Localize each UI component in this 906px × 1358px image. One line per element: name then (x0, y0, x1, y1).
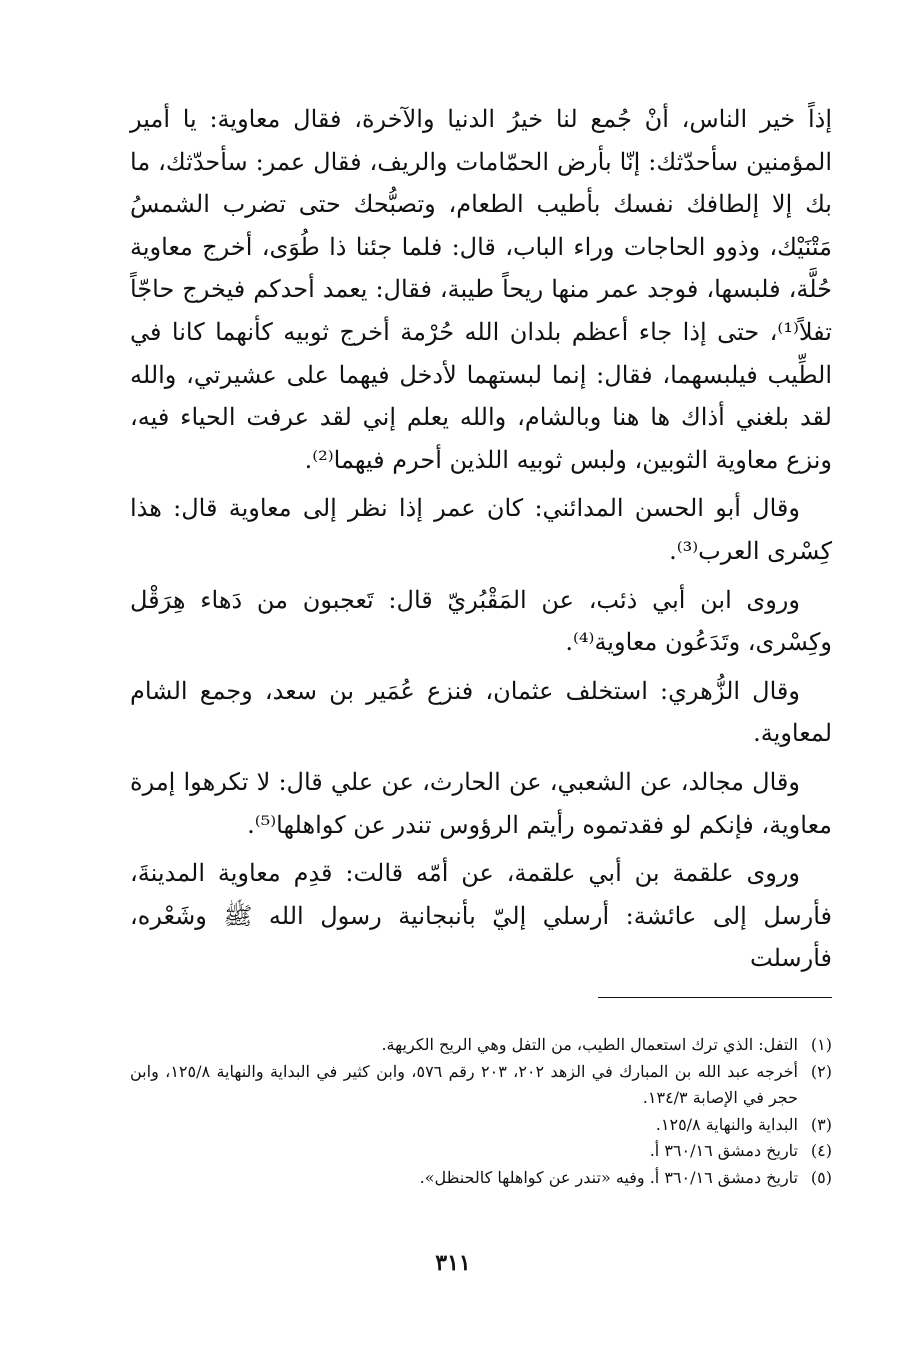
main-text-block (130, 98, 832, 980)
footnote-divider (598, 997, 832, 998)
paragraph-6: وروى علقمة بن أبي علقمة، عن أمّه قالت: قدِم معاوية المدينةَ، فأرسل إلى عائشة: أرسلي إليّ بأنبجانية رسول الله ﷺ وشَعْره، فأرسلت (130, 859, 832, 973)
page-number: ٣١١ (435, 1250, 471, 1276)
footnote-number: (٥) (810, 1167, 832, 1187)
paragraph-4: وقال الزُّهري: استخلف عثمان، فنزع عُمَير بن سعد، وجمع الشام لمعاوية. (130, 676, 832, 748)
footnote-text: البداية والنهاية ١٢٥/٨. (655, 1114, 798, 1134)
footnote-item (130, 1112, 832, 1139)
footnotes (130, 1032, 832, 1191)
footnote-text: تاريخ دمشق ٣٦٠/١٦ أ. وفيه «تندر عن كواهلها كالحنظل». (419, 1167, 798, 1187)
footnote-number: (١) (810, 1035, 832, 1054)
footnote-number: (٤) (810, 1141, 832, 1160)
footnote-text: أخرجه عبد الله بن المبارك في الزهد ٢٠٢، ٢٠٣ رقم ٥٧٦، وابن كثير في البداية والنهاية ١٢٥/٨، وابن حجر في الإصابة ١٣٤/٣. (130, 1061, 799, 1107)
body-text (130, 98, 832, 980)
paragraph-5: وقال مجالد، عن الشعبي، عن الحارث، عن علي قال: لا تكرهوا إمرة معاوية، فإنكم لو فقدتموه رأيتم الرؤوس تندر عن كواهلها⁽⁵⁾. (130, 767, 832, 839)
paragraph-2: وقال أبو الحسن المدائني: كان عمر إذا نظر إلى معاوية قال: هذا كِسْرى العرب⁽³⁾. (130, 494, 832, 565)
paragraph-3: وروى ابن أبي ذئب، عن المَقْبُريّ قال: تَعجبون من دَهاء هِرَقْل وكِسْرى، وتَدَعُون معاوية⁽⁴⁾. (130, 585, 832, 657)
footnote-item (130, 1138, 832, 1165)
footnote-item (130, 1032, 832, 1059)
footnote-text: تاريخ دمشق ٣٦٠/١٦ أ. (649, 1141, 798, 1160)
footnote-number: (٢) (810, 1061, 832, 1081)
footnote-item (130, 1059, 832, 1112)
paragraph-1: إذاً خير الناس، أنْ جُمع لنا خيرُ الدنيا والآخرة، فقال معاوية: يا أمير المؤمنين سأحدّثك: إنّا بأرض الحمّامات والريف، فقال عمر: سأحدّثك، ما بك إلا إلطافك نفسك بأطيب الطعام، وتصبُّحك حتى تضرب الشمسُ مَتْنَيْك، وذوو الحاجات وراء الباب، قال: فلما جئنا ذا طُوَى، أخرج معاوية حُلَّة، فلبسها، فوجد عمر منها ريحاً طيبة، فقال: يعمد أحدكم فيخرج حاجّاً تفلاً⁽¹⁾، حتى إذا جاء أعظم بلدان الله حُرْمة أخرج ثوبيه كأنهما كانا في الطِّيب فيلبسهما، فقال: إنما لبستهما لأدخل فيهما على عشيرتي، والله لقد بلغني أذاك ها هنا وبالشام، والله يعلم إني لقد عرفت الحياء فيه، ونزع معاوية الثوبين، ولبس ثوبيه اللذين أحرم فيهما⁽²⁾. (130, 105, 832, 474)
footnote-number: (٣) (810, 1114, 832, 1134)
footnote-text: التفل: الذي ترك استعمال الطيب، من التفل وهي الريح الكريهة. (381, 1035, 798, 1054)
footnote-item (130, 1165, 832, 1192)
